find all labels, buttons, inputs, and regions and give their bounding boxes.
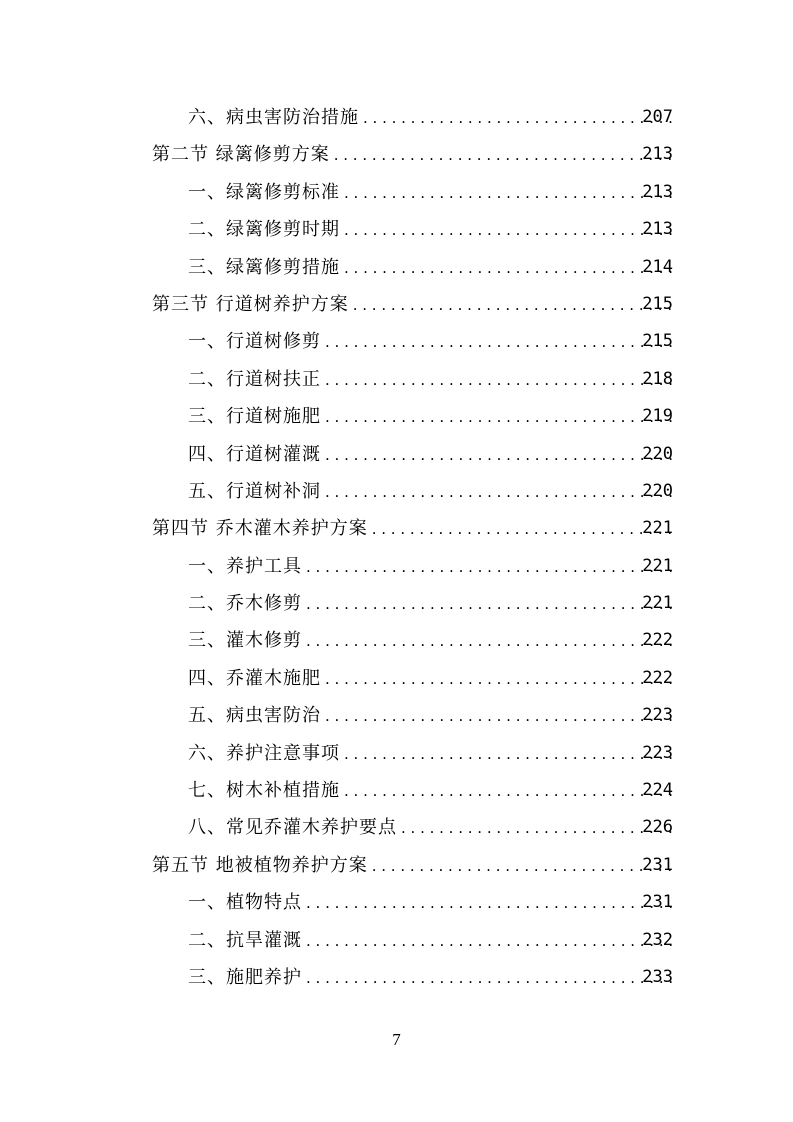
toc-entry-line [188, 249, 673, 287]
toc-subsection-entry[interactable] [0, 323, 793, 360]
toc-section-entry[interactable] [0, 847, 793, 884]
toc-entry-page-number: 214 [642, 256, 673, 277]
toc-entry-label: 七、树木补植措施 [188, 780, 340, 802]
dot-leader [306, 885, 673, 922]
toc-entry-line [188, 473, 673, 511]
toc-entry-label: 一、行道树修剪 [188, 331, 321, 353]
toc-entry-line [188, 622, 673, 660]
dot-leader [306, 586, 673, 623]
toc-subsection-entry[interactable] [0, 398, 793, 435]
toc-entry-line [152, 136, 673, 174]
toc-entry-page-number: 231 [642, 854, 673, 875]
toc-subsection-entry[interactable] [0, 436, 793, 473]
toc-entry-label: 五、病虫害防治 [188, 705, 321, 727]
toc-entry-page-number: 219 [642, 406, 673, 427]
toc-entry-page-number: 220 [642, 443, 673, 464]
toc-entry-label: 二、绿篱修剪时期 [188, 219, 340, 241]
toc-section-entry[interactable] [0, 136, 793, 173]
toc-entry-page-number: 213 [642, 144, 673, 165]
dot-leader [325, 324, 673, 361]
toc-entry-label: 第三节 行道树养护方案 [152, 293, 349, 315]
toc-subsection-entry[interactable] [0, 660, 793, 697]
toc-entry-label: 二、乔木修剪 [188, 593, 302, 615]
toc-entry-line [188, 398, 673, 436]
toc-entry-label: 二、行道树扶正 [188, 368, 321, 390]
toc-entry-page-number: 213 [642, 219, 673, 240]
toc-entry-label: 六、病虫害防治措施 [188, 107, 359, 128]
toc-entry-line [188, 436, 673, 474]
dot-leader [325, 661, 673, 698]
page-number: 7 [392, 1030, 401, 1049]
dot-leader [344, 175, 673, 212]
toc-entry-page-number: 213 [642, 181, 673, 202]
toc-entry-page-number: 223 [642, 705, 673, 726]
dot-leader [363, 100, 673, 137]
toc-subsection-entry[interactable] [0, 473, 793, 510]
toc-subsection-entry[interactable] [0, 922, 793, 959]
toc-subsection-entry[interactable] [0, 884, 793, 921]
toc-entry-line [188, 585, 673, 623]
toc-entry-line [188, 922, 673, 960]
toc-entry-line [188, 735, 673, 773]
toc-subsection-entry[interactable] [0, 772, 793, 809]
toc-entry-label: 二、抗旱灌溉 [188, 929, 302, 951]
toc-entry-page-number: 231 [642, 892, 673, 913]
dot-leader [334, 137, 673, 174]
toc-section-entry[interactable] [0, 286, 793, 323]
toc-entry-label: 一、绿篱修剪标准 [188, 181, 340, 203]
toc-entry-label: 三、施肥养护 [188, 966, 302, 988]
dot-leader [401, 810, 673, 847]
dot-leader [325, 474, 673, 511]
dot-leader [372, 848, 673, 885]
toc-entry-line [152, 510, 673, 548]
toc-entry-page-number: 221 [642, 518, 673, 539]
toc-entry-page-number: 223 [642, 742, 673, 763]
toc-subsection-entry[interactable] [0, 959, 793, 996]
toc-entry-line [188, 809, 673, 847]
table-of-contents [0, 99, 793, 996]
dot-leader [372, 511, 673, 548]
toc-entry-line [188, 323, 673, 361]
toc-entry-line [152, 847, 673, 885]
toc-entry-label: 三、绿篱修剪措施 [188, 256, 340, 278]
toc-subsection-entry[interactable] [0, 99, 793, 136]
toc-entry-line [188, 959, 673, 997]
dot-leader [344, 250, 673, 287]
toc-subsection-entry[interactable] [0, 622, 793, 659]
toc-entry-line [188, 548, 673, 586]
toc-entry-page-number: 221 [642, 555, 673, 576]
toc-entry-line [188, 660, 673, 698]
dot-leader [306, 549, 673, 586]
dot-leader [325, 698, 673, 735]
toc-subsection-entry[interactable] [0, 174, 793, 211]
toc-entry-page-number: 224 [642, 780, 673, 801]
dot-leader [325, 437, 673, 474]
toc-entry-label: 八、常见乔灌木养护要点 [188, 817, 397, 839]
dot-leader [344, 212, 673, 249]
toc-entry-line [188, 361, 673, 399]
toc-entry-line [188, 697, 673, 735]
toc-entry-page-number: 222 [642, 667, 673, 688]
toc-entry-page-number: 222 [642, 630, 673, 651]
toc-entry-label: 第二节 绿篱修剪方案 [152, 144, 330, 166]
toc-entry-page-number: 226 [642, 817, 673, 838]
toc-subsection-entry[interactable] [0, 585, 793, 622]
toc-entry-line [188, 772, 673, 810]
toc-entry-page-number: 207 [642, 107, 673, 127]
toc-entry-label: 三、行道树施肥 [188, 406, 321, 428]
toc-subsection-entry[interactable] [0, 809, 793, 846]
toc-entry-line [152, 286, 673, 324]
toc-entry-page-number: 232 [642, 929, 673, 950]
toc-entry-label: 六、养护注意事项 [188, 742, 340, 764]
toc-subsection-entry[interactable] [0, 249, 793, 286]
toc-entry-label: 一、养护工具 [188, 555, 302, 577]
toc-entry-label: 第五节 地被植物养护方案 [152, 854, 368, 876]
toc-entry-page-number: 220 [642, 480, 673, 501]
toc-subsection-entry[interactable] [0, 211, 793, 248]
toc-entry-label: 四、行道树灌溉 [188, 443, 321, 465]
toc-entry-page-number: 215 [642, 331, 673, 352]
toc-entry-page-number: 221 [642, 593, 673, 614]
toc-entry-line [188, 99, 673, 137]
toc-entry-page-number: 233 [642, 966, 673, 987]
toc-entry-line [188, 174, 673, 212]
toc-entry-line [188, 884, 673, 922]
dot-leader [325, 362, 673, 399]
toc-entry-label: 一、植物特点 [188, 892, 302, 914]
dot-leader [325, 399, 673, 436]
toc-entry-label: 第四节 乔木灌木养护方案 [152, 518, 368, 540]
toc-subsection-entry[interactable] [0, 735, 793, 772]
dot-leader [306, 623, 673, 660]
toc-entry-label: 三、灌木修剪 [188, 630, 302, 652]
dot-leader [344, 773, 673, 810]
toc-subsection-entry[interactable] [0, 361, 793, 398]
toc-section-entry[interactable] [0, 510, 793, 547]
toc-entry-line [188, 211, 673, 249]
toc-subsection-entry[interactable] [0, 548, 793, 585]
toc-subsection-entry[interactable] [0, 697, 793, 734]
dot-leader [344, 736, 673, 773]
toc-entry-page-number: 218 [642, 368, 673, 389]
toc-entry-label: 五、行道树补洞 [188, 480, 321, 502]
dot-leader [306, 923, 673, 960]
dot-leader [353, 287, 673, 324]
toc-entry-page-number: 215 [642, 293, 673, 314]
dot-leader [306, 960, 673, 997]
toc-entry-label: 四、乔灌木施肥 [188, 667, 321, 689]
